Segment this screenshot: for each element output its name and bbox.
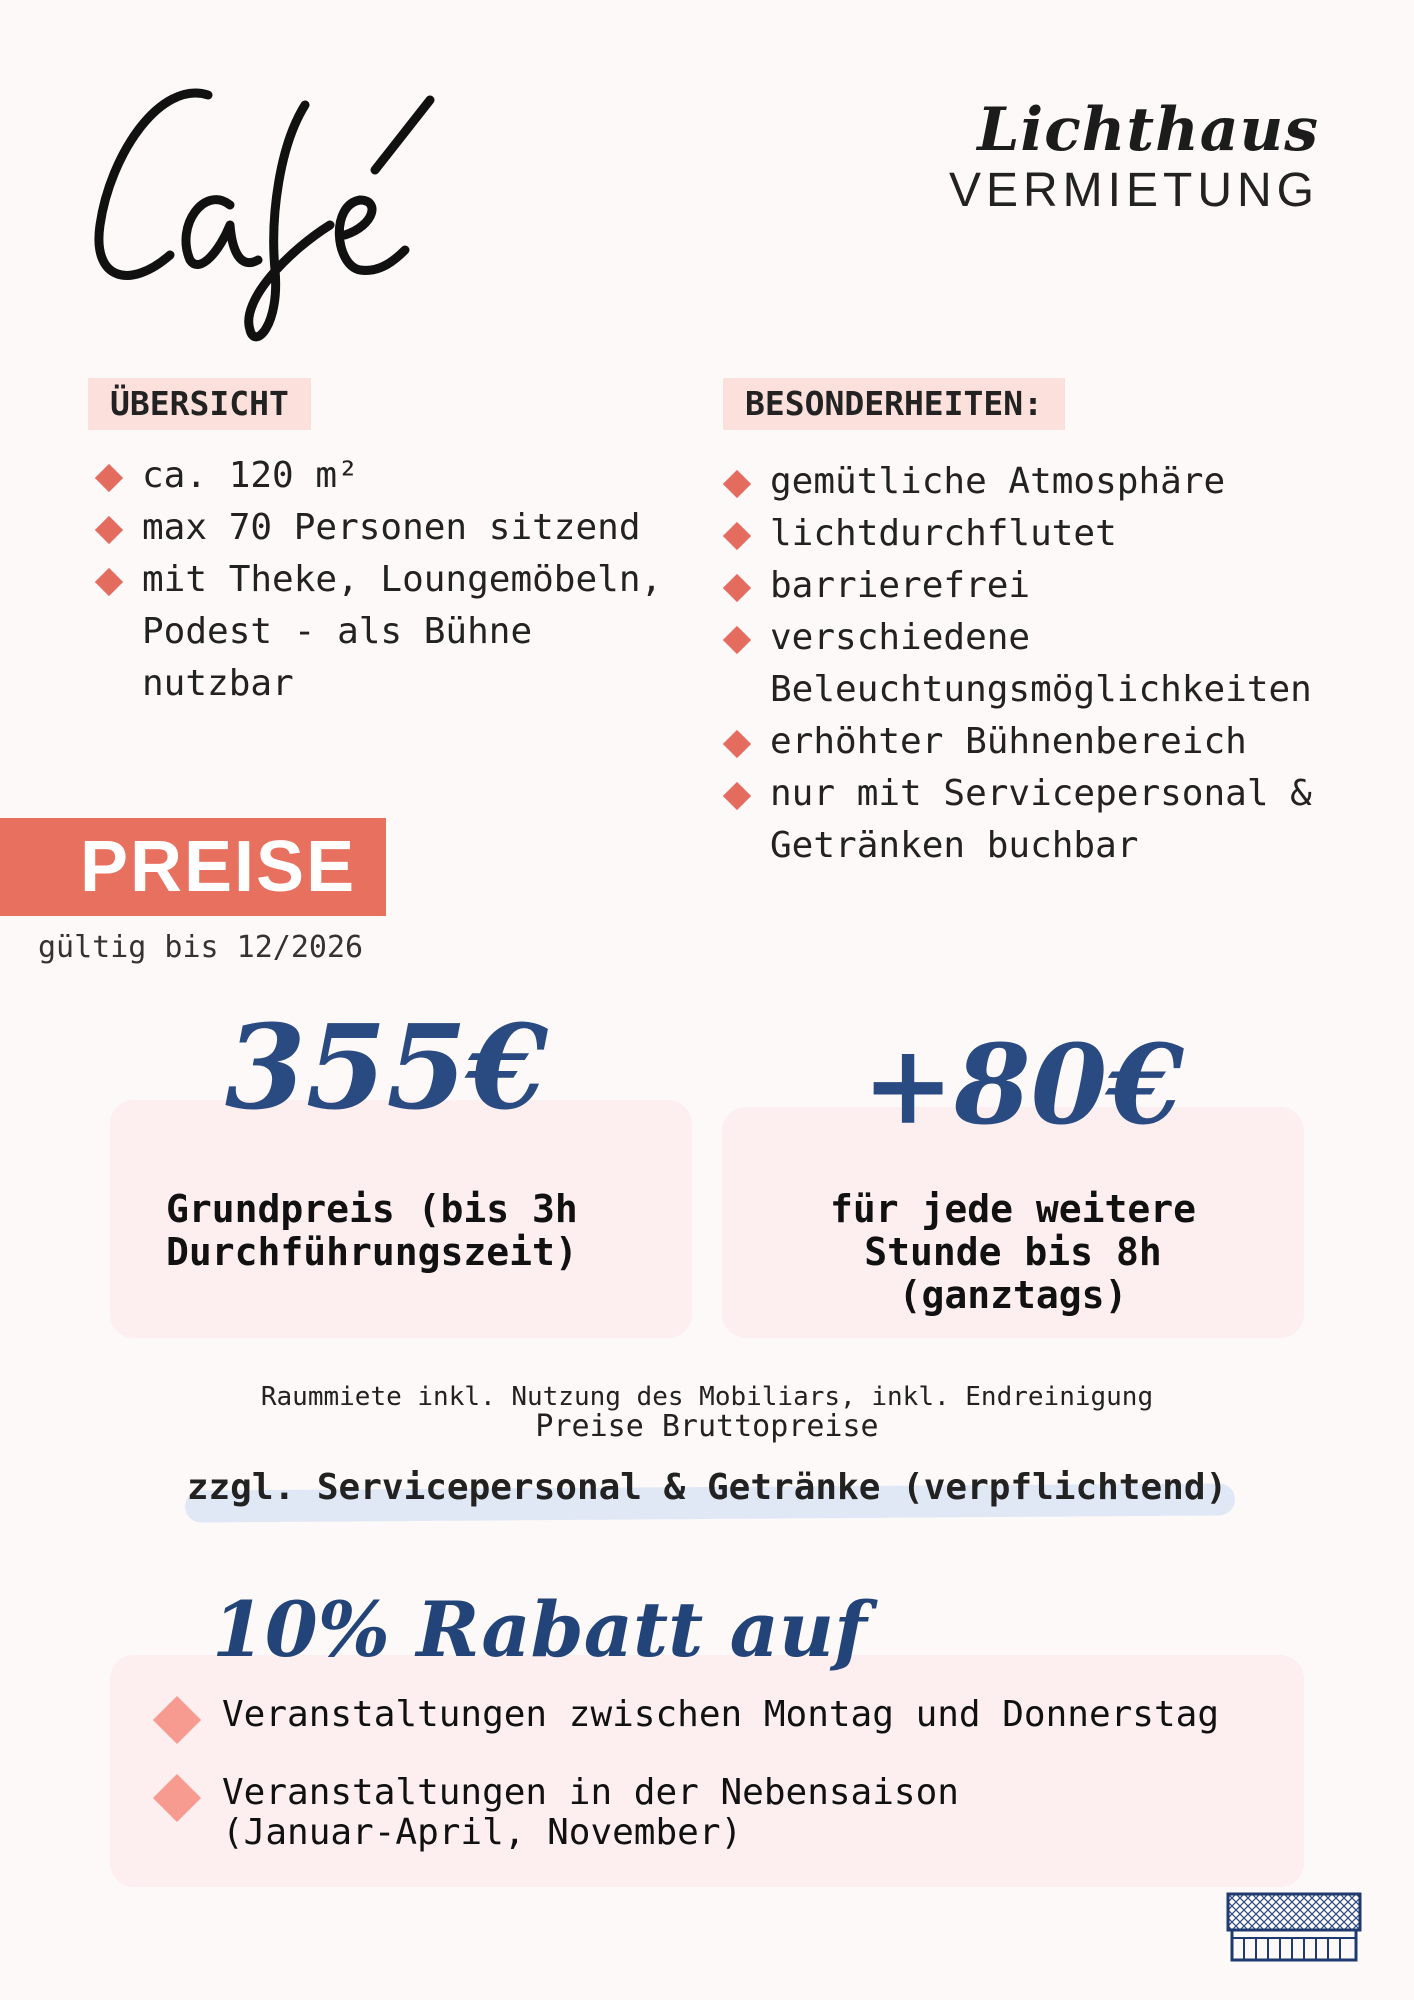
feature-item: erhöhter Bühnenbereich bbox=[723, 716, 1363, 768]
feature-item: barrierefrei bbox=[723, 560, 1363, 612]
feature-item: verschiedene Beleuchtungsmöglichkeiten bbox=[723, 612, 1363, 716]
diamond-bullet-icon bbox=[153, 1696, 201, 1744]
note-line-1: Raummiete inkl. Nutzung des Mobiliars, inkl. Endreinigung bbox=[260, 1382, 1154, 1412]
overview-list bbox=[95, 450, 695, 710]
feature-item: gemütliche Atmosphäre bbox=[723, 456, 1363, 508]
discount-item: Veranstaltungen in der Nebensaison (Januar-April, November) bbox=[150, 1773, 1290, 1853]
overview-item: mit Theke, Loungemöbeln, Podest - als Bühne nutzbar bbox=[95, 554, 695, 710]
diamond-bullet-icon bbox=[723, 522, 751, 550]
extra-price-amount: +80€ bbox=[862, 1020, 1184, 1149]
brand-subtitle: VERMIETUNG bbox=[948, 164, 1319, 217]
base-price-desc: Grundpreis (bis 3h Durchführungszeit) bbox=[166, 1187, 578, 1274]
prices-title: PREISE bbox=[80, 827, 357, 907]
feature-item: lichtdurchflutet bbox=[723, 508, 1363, 560]
brand-name: Lichthaus bbox=[977, 95, 1319, 165]
note-line-2: Preise Bruttopreise bbox=[535, 1409, 879, 1444]
discount-list bbox=[150, 1695, 1290, 1853]
diamond-bullet-icon bbox=[153, 1774, 201, 1822]
diamond-bullet-icon bbox=[723, 470, 751, 498]
features-label: BESONDERHEITEN: bbox=[723, 378, 1065, 430]
extra-price-desc: für jede weitere Stunde bis 8h (ganztags) bbox=[829, 1187, 1197, 1317]
house-icon bbox=[1224, 1890, 1364, 1965]
base-price-amount: 355€ bbox=[225, 1000, 548, 1136]
diamond-bullet-icon bbox=[95, 568, 123, 596]
prices-validity: gültig bis 12/2026 bbox=[38, 930, 364, 965]
diamond-bullet-icon bbox=[723, 574, 751, 602]
brand-block bbox=[949, 95, 1319, 217]
overview-item: ca. 120 m² bbox=[95, 450, 695, 502]
diamond-bullet-icon bbox=[95, 516, 123, 544]
feature-item: nur mit Servicepersonal & Getränken buchbar bbox=[723, 768, 1363, 872]
diamond-bullet-icon bbox=[95, 464, 123, 492]
overview-label: ÜBERSICHT bbox=[88, 378, 311, 430]
diamond-bullet-icon bbox=[723, 626, 751, 654]
overview-item: max 70 Personen sitzend bbox=[95, 502, 695, 554]
diamond-bullet-icon bbox=[723, 782, 751, 810]
cafe-logo bbox=[90, 75, 480, 355]
notes-block bbox=[150, 1382, 1264, 1442]
diamond-bullet-icon bbox=[723, 730, 751, 758]
discount-item: Veranstaltungen zwischen Montag und Donnerstag bbox=[150, 1695, 1290, 1735]
note-line-3: zzgl. Servicepersonal & Getränke (verpflichtend) bbox=[186, 1467, 1228, 1508]
features-list bbox=[723, 456, 1363, 872]
discount-title: 10% Rabatt auf bbox=[212, 1585, 867, 1674]
